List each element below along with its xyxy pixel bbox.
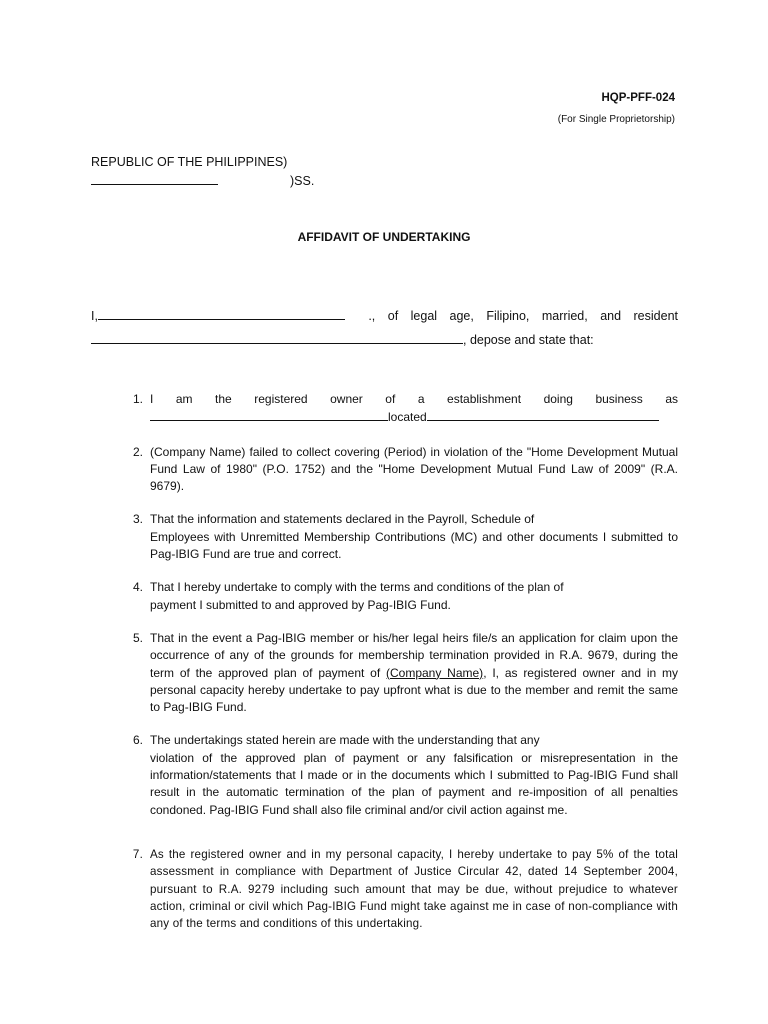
document-title: AFFIDAVIT OF UNDERTAKING [297,230,471,244]
item-number: 3. [132,512,143,527]
intro-line-1 [91,304,678,328]
item-4-rest: payment I submitted to and approved by Pag-IBIG Fund. [150,597,451,612]
item-5-before: That in the event a Pag-IBIG member or his/her legal heirs file/s an application for claim upon the occurrence of any of the grounds for membership termination provided in R.A. 9679, during the term of the approved plan of payment of [150,630,678,680]
item-number: 6. [132,733,143,748]
list-item [125,846,678,932]
undertaking-list [125,391,678,932]
intro-prefix: I, [91,309,98,323]
list-item [125,630,678,716]
item-6-rest: violation of the approved plan of payment or any falsification or misrepresentation in the information/statements that I made or in the documents which I submitted to Pag-IBIG Fund shall result in the automatic termination of the plan of payment and re-imposition of all penalties condoned. Pag-IBIG Fund shall also file criminal and/or civil action against me. [150,750,678,817]
list-item [125,511,678,563]
venue-line-republic: REPUBLIC OF THE PHILIPPINES) [91,155,288,169]
venue-line-ss [91,171,314,190]
item-number: 5. [132,630,143,645]
item-2-text: (Company Name) failed to collect covering (Period) in violation of the "Home Development Mutual Fund Law of 1980" (P.O. 1752) and the "Home Development Mutual Fund Law of 2009" (R.A. 9679). [150,444,678,494]
residence-blank[interactable] [91,330,463,344]
item-1-line1: I am the registered owner of a establishment doing business as [150,392,678,406]
item-1-line2 [150,408,678,426]
list-item [125,444,678,496]
form-subtitle: (For Single Proprietorship) [557,114,675,125]
located-label: located [388,410,427,425]
intro-name-group [91,304,345,328]
item-6-line1: The undertakings stated herein are made with the understanding that any [150,733,540,748]
business-name-blank[interactable] [150,408,388,421]
item-3-rest: Employees with Unremitted Membership Contributions (MC) and other documents I submitted to Pag-IBIG Fund are true and correct. [150,529,678,562]
intro-paragraph [91,304,678,352]
affiant-name-blank[interactable] [98,306,345,320]
item-number: 4. [132,580,143,595]
location-blank[interactable] [427,408,659,421]
list-item [125,732,678,818]
company-name-placeholder: (Company Name) [386,665,484,680]
item-5-text [150,630,678,716]
list-item [125,391,678,427]
intro-after-residence: , depose and state that: [463,333,594,347]
item-3-line1: That the information and statements declared in the Payroll, Schedule of [150,512,535,527]
item-5-after: , I, as registered owner and in my personal capacity hereby undertake to pay upfront what is due to the member and remit the same to Pag-IBIG Fund. [150,665,678,715]
list-item [125,579,678,614]
intro-after-name: ., of legal age, Filipino, married, and resident [368,309,678,323]
item-7-text: As the registered owner and in my personal capacity, I hereby undertake to pay 5% of the total assessment in compliance with Department of Justice Circular 42, dated 14 September 2004, pursuant to R.A. 9279 including such amount that may be due, without prejudice to whatever action, criminal or civil which Pag-IBIG Fund might take against me in case of non-compliance with any of the terms and conditions of this undertaking. [150,847,678,931]
ss-label: )SS. [290,174,315,188]
item-number: 7. [132,847,143,861]
item-number: 1. [132,392,143,406]
item-number: 2. [132,444,143,459]
venue-blank[interactable] [91,171,218,185]
item-4-line1: That I hereby undertake to comply with the terms and conditions of the plan of [150,580,564,595]
intro-line-2 [91,328,678,352]
form-code: HQP-PFF-024 [601,92,675,104]
